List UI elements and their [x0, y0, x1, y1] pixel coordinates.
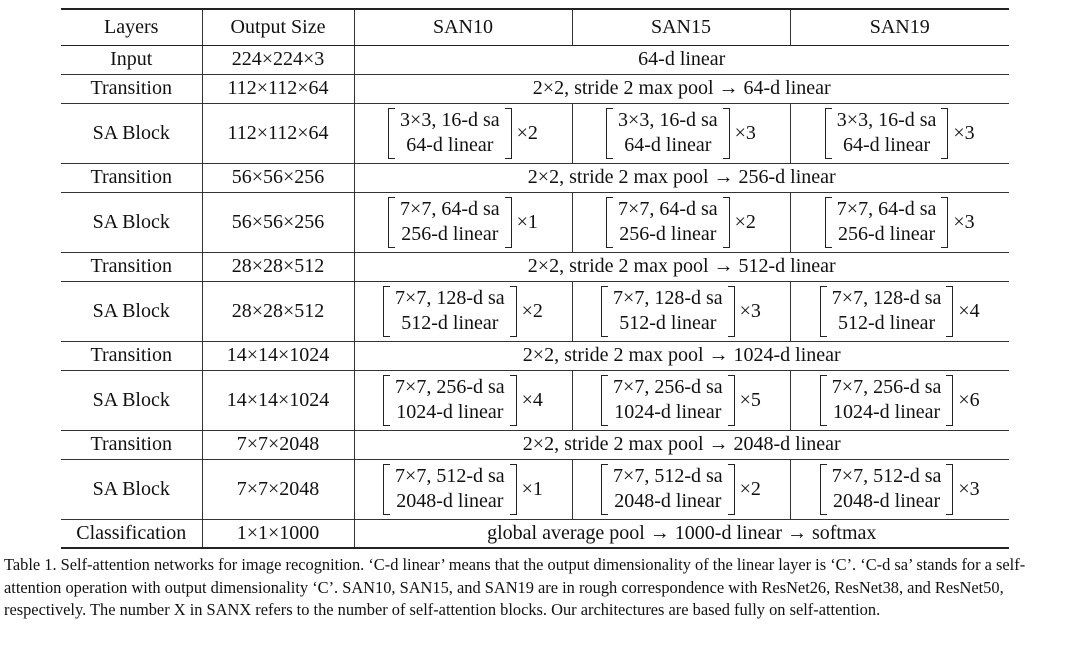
block-config-cell	[354, 103, 572, 163]
block-config	[573, 193, 790, 252]
block-config-cell	[354, 281, 572, 341]
block-config	[791, 460, 1010, 519]
block-config-cell	[790, 192, 1009, 252]
block-config	[355, 104, 572, 163]
block-config-cell	[354, 192, 572, 252]
block-config	[355, 460, 572, 519]
block-linear-line: 512-d linear	[401, 312, 499, 334]
span-row	[61, 163, 1009, 192]
block-repeat-count: ×6	[958, 388, 980, 411]
span-row	[61, 252, 1009, 281]
block-config-cell	[790, 281, 1009, 341]
block-bracket	[825, 197, 949, 248]
table-header-row	[61, 9, 1009, 45]
header-san15: SAN15	[572, 9, 790, 45]
block-config	[355, 193, 572, 252]
block-sa-line: 7×7, 128-d sa	[831, 287, 942, 309]
table-caption: Table 1. Self-attention networks for image recognition. ‘C-d linear’ means that the output dimensionality of the linear layer is ‘C’. ‘C-d sa’ stands for a self-attention operation with output dimensionality ‘C’. SAN10, SAN15, and SAN19 are in rough correspondence with ResNet26, ResNet38, and ResNet50, respectively. The number X in SANX refers to the number of self-attention blocks. Our architectures are based fully on self-attention.	[4, 555, 1026, 619]
block-sa-line: 7×7, 512-d sa	[395, 465, 505, 487]
block-bracket	[383, 286, 517, 337]
block-sa-line: 3×3, 16-d sa	[836, 109, 937, 131]
header-san10: SAN10	[354, 9, 572, 45]
sa-block-row	[61, 103, 1009, 163]
block-repeat-count: ×3	[953, 121, 975, 144]
block-sa-line: 3×3, 16-d sa	[400, 109, 500, 131]
table-body	[61, 45, 1009, 548]
block-linear-line: 512-d linear	[838, 312, 936, 334]
block-sa-line: 7×7, 64-d sa	[400, 198, 500, 220]
block-sa-line: 7×7, 128-d sa	[395, 287, 505, 309]
block-bracket	[820, 375, 954, 426]
block-bracket	[601, 464, 735, 515]
layer-name-cell: Classification	[61, 519, 202, 548]
output-size-cell: 112×112×64	[202, 103, 354, 163]
architecture-table	[61, 8, 1009, 549]
block-linear-line: 512-d linear	[619, 312, 717, 334]
output-size-cell: 7×7×2048	[202, 430, 354, 459]
block-linear-line: 1024-d linear	[614, 401, 722, 423]
layer-name-cell: Transition	[61, 74, 202, 103]
spanning-config-cell: 2×2, stride 2 max pool → 2048-d linear	[522, 433, 841, 455]
block-config	[791, 371, 1010, 430]
block-config-cell	[572, 192, 790, 252]
block-sa-line: 7×7, 256-d sa	[395, 376, 505, 398]
header-output-size: Output Size	[202, 9, 354, 45]
block-config	[573, 460, 790, 519]
sa-block-row	[61, 459, 1009, 519]
block-repeat-count: ×4	[521, 388, 543, 411]
block-bracket	[606, 197, 730, 248]
output-size-cell: 56×56×256	[202, 163, 354, 192]
layer-name-cell: Transition	[61, 341, 202, 370]
layer-name-cell: SA Block	[61, 103, 202, 163]
block-bracket	[601, 286, 735, 337]
block-repeat-count: ×1	[516, 210, 538, 233]
block-linear-line: 2048-d linear	[614, 490, 722, 512]
block-bracket	[383, 464, 517, 515]
sa-block-row	[61, 192, 1009, 252]
block-sa-line: 7×7, 512-d sa	[831, 465, 942, 487]
layer-name-cell: Transition	[61, 430, 202, 459]
block-config	[355, 371, 572, 430]
block-sa-line: 7×7, 512-d sa	[613, 465, 723, 487]
header-san19: SAN19	[790, 9, 1009, 45]
block-config	[573, 104, 790, 163]
block-config-cell	[572, 370, 790, 430]
block-config	[573, 282, 790, 341]
layer-name-cell: SA Block	[61, 281, 202, 341]
header-layers: Layers	[61, 9, 202, 45]
spanning-config-cell: 2×2, stride 2 max pool → 64-d linear	[532, 77, 831, 99]
block-config	[791, 282, 1010, 341]
output-size-cell: 14×14×1024	[202, 370, 354, 430]
block-sa-line: 7×7, 256-d sa	[831, 376, 942, 398]
block-linear-line: 256-d linear	[838, 223, 936, 245]
block-bracket	[820, 464, 954, 515]
block-config	[573, 371, 790, 430]
spanning-config-cell: global average pool → 1000-d linear → softmax	[487, 521, 877, 544]
block-bracket	[820, 286, 954, 337]
block-sa-line: 7×7, 64-d sa	[836, 198, 937, 220]
block-linear-line: 64-d linear	[624, 134, 712, 156]
block-config	[355, 282, 572, 341]
block-linear-line: 1024-d linear	[396, 401, 504, 423]
block-bracket	[388, 108, 512, 159]
block-config-cell	[572, 459, 790, 519]
architecture-table-container	[61, 8, 1009, 549]
block-linear-line: 1024-d linear	[833, 401, 941, 423]
output-size-cell: 7×7×2048	[202, 459, 354, 519]
layer-name-cell: SA Block	[61, 370, 202, 430]
block-linear-line: 256-d linear	[619, 223, 717, 245]
block-config	[791, 193, 1010, 252]
sa-block-row	[61, 281, 1009, 341]
spanning-config-cell: 2×2, stride 2 max pool → 256-d linear	[527, 166, 836, 188]
block-repeat-count: ×2	[734, 210, 756, 233]
block-repeat-count: ×3	[739, 299, 761, 322]
block-linear-line: 2048-d linear	[396, 490, 504, 512]
block-linear-line: 64-d linear	[843, 134, 931, 156]
block-repeat-count: ×2	[521, 299, 543, 322]
block-repeat-count: ×1	[521, 477, 543, 500]
block-sa-line: 3×3, 16-d sa	[618, 109, 718, 131]
block-linear-line: 256-d linear	[401, 223, 499, 245]
block-sa-line: 7×7, 256-d sa	[613, 376, 723, 398]
sa-block-row	[61, 370, 1009, 430]
block-config-cell	[790, 370, 1009, 430]
block-bracket	[383, 375, 517, 426]
block-repeat-count: ×5	[739, 388, 761, 411]
block-config-cell	[354, 370, 572, 430]
span-row	[61, 74, 1009, 103]
block-config-cell	[354, 459, 572, 519]
span-row	[61, 519, 1009, 548]
layer-name-cell: Input	[61, 45, 202, 74]
output-size-cell: 224×224×3	[202, 45, 354, 74]
layer-name-cell: Transition	[61, 252, 202, 281]
span-row	[61, 45, 1009, 74]
block-repeat-count: ×3	[958, 477, 980, 500]
block-linear-line: 64-d linear	[406, 134, 494, 156]
block-config	[791, 104, 1010, 163]
block-bracket	[606, 108, 730, 159]
output-size-cell: 112×112×64	[202, 74, 354, 103]
block-bracket	[601, 375, 735, 426]
spanning-config-cell: 2×2, stride 2 max pool → 1024-d linear	[522, 344, 841, 366]
block-linear-line: 2048-d linear	[833, 490, 941, 512]
block-bracket	[825, 108, 949, 159]
block-bracket	[388, 197, 512, 248]
block-config-cell	[572, 103, 790, 163]
layer-name-cell: Transition	[61, 163, 202, 192]
block-repeat-count: ×2	[516, 121, 538, 144]
block-config-cell	[790, 103, 1009, 163]
output-size-cell: 14×14×1024	[202, 341, 354, 370]
output-size-cell: 28×28×512	[202, 252, 354, 281]
block-sa-line: 7×7, 64-d sa	[618, 198, 718, 220]
spanning-config-cell: 64-d linear	[638, 48, 726, 70]
block-config-cell	[790, 459, 1009, 519]
span-row	[61, 430, 1009, 459]
block-repeat-count: ×3	[734, 121, 756, 144]
block-repeat-count: ×3	[953, 210, 975, 233]
layer-name-cell: SA Block	[61, 192, 202, 252]
output-size-cell: 1×1×1000	[202, 519, 354, 548]
output-size-cell: 28×28×512	[202, 281, 354, 341]
block-repeat-count: ×4	[958, 299, 980, 322]
block-config-cell	[572, 281, 790, 341]
span-row	[61, 341, 1009, 370]
output-size-cell: 56×56×256	[202, 192, 354, 252]
spanning-config-cell: 2×2, stride 2 max pool → 512-d linear	[527, 255, 836, 277]
block-sa-line: 7×7, 128-d sa	[613, 287, 723, 309]
layer-name-cell: SA Block	[61, 459, 202, 519]
block-repeat-count: ×2	[739, 477, 761, 500]
